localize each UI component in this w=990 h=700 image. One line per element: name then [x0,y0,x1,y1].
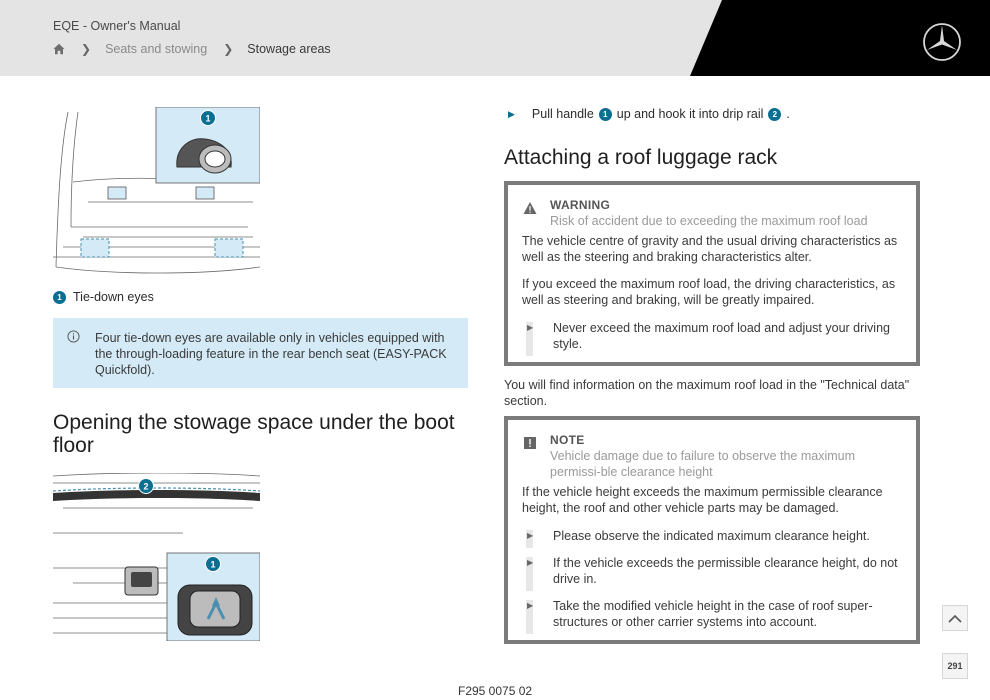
exclamation-icon [523,436,537,450]
breadcrumb-item-seats-and-stowing[interactable]: Seats and stowing [105,42,208,56]
handle-badge: 1 [599,108,612,121]
info-box [53,318,468,388]
chevron-right-icon: ❯ [223,42,234,56]
note-label: NOTE [550,433,585,447]
step-text-post: . [786,107,790,121]
step-text-mid: up and hook it into drip rail [616,107,764,121]
note-subtitle: Vehicle damage due to failure to observe the maximum permissi-ble clearance height [550,449,856,479]
figure2-badge-2: 2 [143,481,149,492]
warning-paragraph-1: The vehicle centre of gravity and the usual driving characteristics as well as the steering and braking characteristics alter. [522,234,898,264]
scroll-to-top-button[interactable] [942,605,968,631]
figure1-caption [53,290,154,304]
bullet-triangle-icon: ▶ [527,558,534,567]
page-number: 291 [947,661,963,671]
note-bullet-text: Please observe the indicated maximum clearance height. [553,529,870,543]
manual-title: EQE - Owner's Manual [53,19,181,33]
note-paragraph-1: If the vehicle height exceeds the maximum permissible clearance height, the roof and other vehicle parts may be damaged. [522,485,883,515]
warning-bullet [522,320,902,352]
step-text-pre: Pull handle [531,107,594,121]
boot-floor-illustration [53,473,260,641]
bullet-triangle-icon: ▶ [527,601,534,610]
figure-reference: F295 0075 02 [458,684,533,698]
warning-label: WARNING [550,198,611,212]
note-box [504,416,920,644]
section-heading-roof-rack: Attaching a roof luggage rack [504,146,778,169]
warning-bullet-text: Never exceed the maximum roof load and adjust your driving style. [553,321,890,351]
warning-triangle-icon [523,201,537,215]
mercedes-star-icon[interactable] [922,22,962,62]
drip-rail-badge: 2 [768,108,781,121]
instruction-step [508,107,790,121]
info-text: Four tie-down eyes are available only in vehicles equipped with the through-loading feature in the rear bench seat (EASY-PACK Quickfold). [95,331,447,377]
caption-text: Tie-down eyes [73,290,154,304]
chevron-right-icon: ❯ [81,42,92,56]
info-icon [67,330,80,343]
warning-subtitle: Risk of accident due to exceeding the maximum roof load [550,214,868,228]
note-bullet-1 [522,528,902,544]
caption-badge: 1 [53,291,66,304]
note-bullet-text: Take the modified vehicle height in the case of roof super-structures or other carrier systems into account. [553,599,873,629]
section-heading-stowage-space: Opening the stowage space under the boot floor [53,411,455,457]
page-number-button[interactable] [942,653,968,679]
technical-data-reference: You will find information on the maximum roof load in the "Technical data" section. [504,378,910,408]
note-bullet-3 [522,598,902,630]
home-icon[interactable] [53,43,65,55]
bullet-triangle-icon: ▶ [527,323,534,332]
breadcrumb [53,42,331,56]
warning-paragraph-2: If you exceed the maximum roof load, the driving characteristics, as well as steering and braking, will be greatly impaired. [522,277,896,307]
figure1-badge: 1 [205,113,211,124]
bullet-triangle-icon: ▶ [508,108,515,119]
bullet-triangle-icon: ▶ [527,531,534,540]
note-bullet-2 [522,555,902,587]
figure2-badge-1: 1 [210,559,216,570]
chevron-up-icon [948,614,962,623]
breadcrumb-item-stowage-areas: Stowage areas [247,42,331,56]
note-bullet-text: If the vehicle exceeds the permissible clearance height, do not drive in. [553,556,898,586]
warning-box [504,181,920,366]
tie-down-eyes-illustration [53,107,260,277]
